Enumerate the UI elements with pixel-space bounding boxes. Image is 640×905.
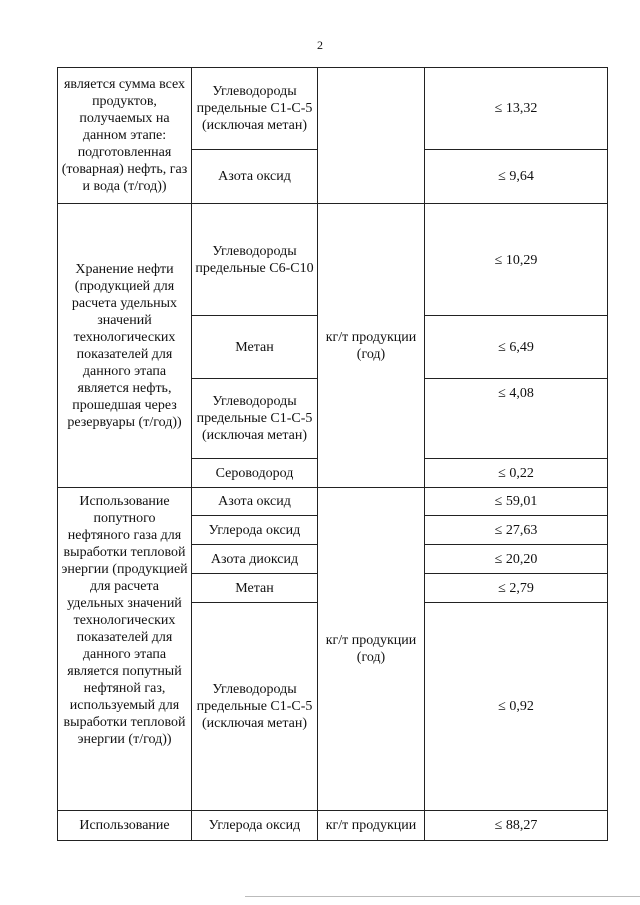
table-row <box>58 68 608 150</box>
value-cell: ≤ 6,49 <box>425 316 608 379</box>
substance-cell: Углерода оксид <box>192 516 318 545</box>
value-cell: ≤ 0,22 <box>425 459 608 488</box>
substance-cell: Азота диоксид <box>192 545 318 574</box>
value-cell: ≤ 9,64 <box>425 150 608 204</box>
unit-cell: кг/т продукции (год) <box>318 204 425 488</box>
value-cell: ≤ 20,20 <box>425 545 608 574</box>
substance-cell: Метан <box>192 316 318 379</box>
table-row <box>58 488 608 516</box>
value-cell: ≤ 27,63 <box>425 516 608 545</box>
table-row <box>58 204 608 316</box>
unit-cell <box>318 68 425 204</box>
value-cell: ≤ 88,27 <box>425 811 608 841</box>
value-cell: ≤ 10,29 <box>425 204 608 316</box>
activity-cell: является сумма всех продуктов, получаемых на данном этапе: подготовленная (товарная) нефть, газ и вода (т/год)) <box>58 68 192 204</box>
value-cell: ≤ 0,92 <box>425 603 608 811</box>
substance-cell: Углеводороды предельные С6-С10 <box>192 204 318 316</box>
substance-cell: Сероводород <box>192 459 318 488</box>
substance-cell: Углеводороды предельные С1-С-5 (исключая метан) <box>192 68 318 150</box>
value-cell: ≤ 59,01 <box>425 488 608 516</box>
substance-cell: Азота оксид <box>192 150 318 204</box>
substance-cell: Углеводороды предельные С1-С-5 (исключая метан) <box>192 603 318 811</box>
substance-cell: Азота оксид <box>192 488 318 516</box>
unit-cell: кг/т продукции <box>318 811 425 841</box>
activity-cell: Использование попутного нефтяного газа для выработки тепловой энергии (продукцией для расчета удельных значений технологических показателей для данного этапа является попутный нефтяной газ, используемый для выработки тепловой энергии (т/год)) <box>58 488 192 811</box>
table-row <box>58 811 608 841</box>
value-cell: ≤ 2,79 <box>425 574 608 603</box>
value-cell: ≤ 4,08 <box>425 379 608 459</box>
page-number: 2 <box>317 38 323 52</box>
value-cell: ≤ 13,32 <box>425 68 608 150</box>
substance-cell: Углеводороды предельные С1-С-5 (исключая метан) <box>192 379 318 459</box>
emissions-table <box>57 67 608 841</box>
substance-cell: Углерода оксид <box>192 811 318 841</box>
activity-cell: Хранение нефти (продукцией для расчета удельных значений технологических показателей для данного этапа является нефть, прошедшая через резервуары (т/год)) <box>58 204 192 488</box>
substance-cell: Метан <box>192 574 318 603</box>
scan-edge-line <box>245 896 640 897</box>
activity-cell: Использование <box>58 811 192 841</box>
unit-cell: кг/т продукции (год) <box>318 488 425 811</box>
